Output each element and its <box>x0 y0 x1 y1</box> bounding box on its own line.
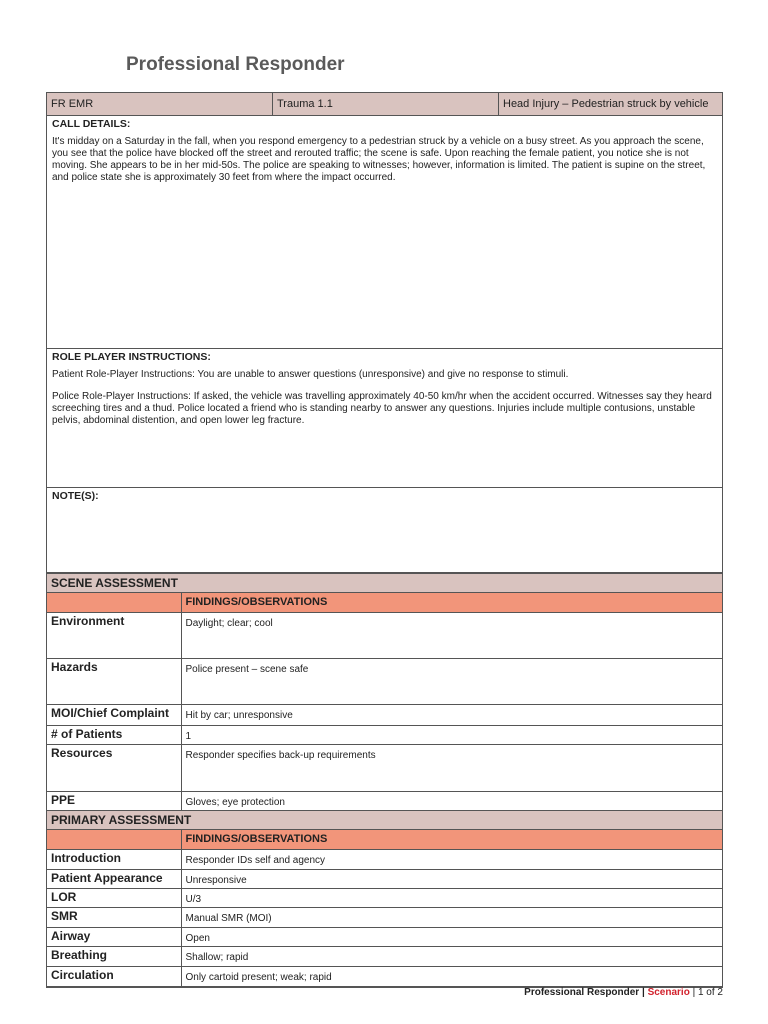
primary-assessment-band <box>47 811 722 830</box>
page-title: Professional Responder <box>126 54 345 75</box>
row-label: # of Patients <box>47 726 181 745</box>
police-instructions: Police Role-Player Instructions: If asked, the vehicle was travelling approximately 40-50 km/hr when the accident occurred. Witnesses say they heard screeching tires and a thud. Police located a friend who is standing nearby to answer any questions. Injuries include multiple contusions, unstable pelvis, abdominal distention, and open lower leg fracture. <box>52 391 712 426</box>
table-row <box>47 870 722 889</box>
notes-heading: NOTE(S): <box>52 490 99 502</box>
row-label: Airway <box>47 928 181 947</box>
row-value: Responder specifies back-up requirements <box>181 745 722 792</box>
table-row <box>47 850 722 870</box>
row-value: Open <box>181 928 722 947</box>
page-footer <box>524 987 723 998</box>
footer-separator: | <box>639 987 648 998</box>
role-player-section <box>47 349 722 488</box>
footer-page-number: | 1 of 2 <box>689 987 723 998</box>
patient-instructions: Patient Role-Player Instructions: You are unable to answer questions (unresponsive) and give no response to stimuli. <box>52 369 569 380</box>
primary-findings-label: FINDINGS/OBSERVATIONS <box>181 830 722 850</box>
row-label: PPE <box>47 792 181 811</box>
table-row <box>47 908 722 928</box>
scene-findings-label: FINDINGS/OBSERVATIONS <box>181 593 722 613</box>
row-label: Breathing <box>47 947 181 967</box>
primary-findings-blank <box>47 830 181 850</box>
row-value: Gloves; eye protection <box>181 792 722 811</box>
footer-brand: Professional Responder <box>524 987 640 998</box>
scenario-header-row <box>47 93 722 116</box>
table-row <box>47 613 722 659</box>
row-value: Shallow; rapid <box>181 947 722 967</box>
table-row <box>47 947 722 967</box>
row-value: Police present – scene safe <box>181 659 722 705</box>
role-player-heading: ROLE PLAYER INSTRUCTIONS: <box>52 351 211 363</box>
row-label: Environment <box>47 613 181 659</box>
call-details-section <box>47 116 722 349</box>
row-label: Introduction <box>47 850 181 870</box>
table-row <box>47 745 722 792</box>
footer-doc-type: Scenario <box>647 987 690 998</box>
row-value: Manual SMR (MOI) <box>181 908 722 928</box>
row-value: Only cartoid present; weak; rapid <box>181 967 722 987</box>
row-value: 1 <box>181 726 722 745</box>
table-row <box>47 792 722 811</box>
scene-findings-header <box>47 593 722 613</box>
row-label: Resources <box>47 745 181 792</box>
scene-assessment-heading: SCENE ASSESSMENT <box>47 574 722 593</box>
table-row <box>47 928 722 947</box>
row-value: Daylight; clear; cool <box>181 613 722 659</box>
primary-findings-header <box>47 830 722 850</box>
table-row <box>47 726 722 745</box>
call-details-text: It's midday on a Saturday in the fall, when you respond emergency to a pedestrian struck by a vehicle on a busy street. As you approach the scene, you see that the police have blocked off the street and rerouted traffic; the scene is safe. Upon reaching the female patient, you notice she is not moving. She appears to be in her mid-50s. The police are speaking to witnesses; however, information is limited. The patient is supine on the street, and police state she is approximately 30 feet from where the impact occurred. <box>52 136 706 183</box>
level-cell: FR EMR <box>47 93 273 115</box>
primary-assessment-heading: PRIMARY ASSESSMENT <box>47 811 722 830</box>
row-label: MOI/Chief Complaint <box>47 705 181 726</box>
row-label: LOR <box>47 889 181 908</box>
row-label: SMR <box>47 908 181 928</box>
scene-findings-blank <box>47 593 181 613</box>
row-value: U/3 <box>181 889 722 908</box>
table-row <box>47 659 722 705</box>
row-label: Patient Appearance <box>47 870 181 889</box>
table-row <box>47 705 722 726</box>
table-row <box>47 889 722 908</box>
row-label: Circulation <box>47 967 181 987</box>
row-label: Hazards <box>47 659 181 705</box>
row-value: Hit by car; unresponsive <box>181 705 722 726</box>
call-details-heading: CALL DETAILS: <box>52 118 131 130</box>
assessment-table <box>47 574 722 987</box>
scenario-name-cell: Head Injury – Pedestrian struck by vehicle <box>503 98 709 110</box>
table-row <box>47 967 722 987</box>
scenario-id-cell: Trauma 1.1 <box>273 93 499 115</box>
row-value: Unresponsive <box>181 870 722 889</box>
scene-assessment-band <box>47 574 722 593</box>
scenario-form <box>46 92 723 988</box>
row-value: Responder IDs self and agency <box>181 850 722 870</box>
notes-section <box>47 488 722 574</box>
